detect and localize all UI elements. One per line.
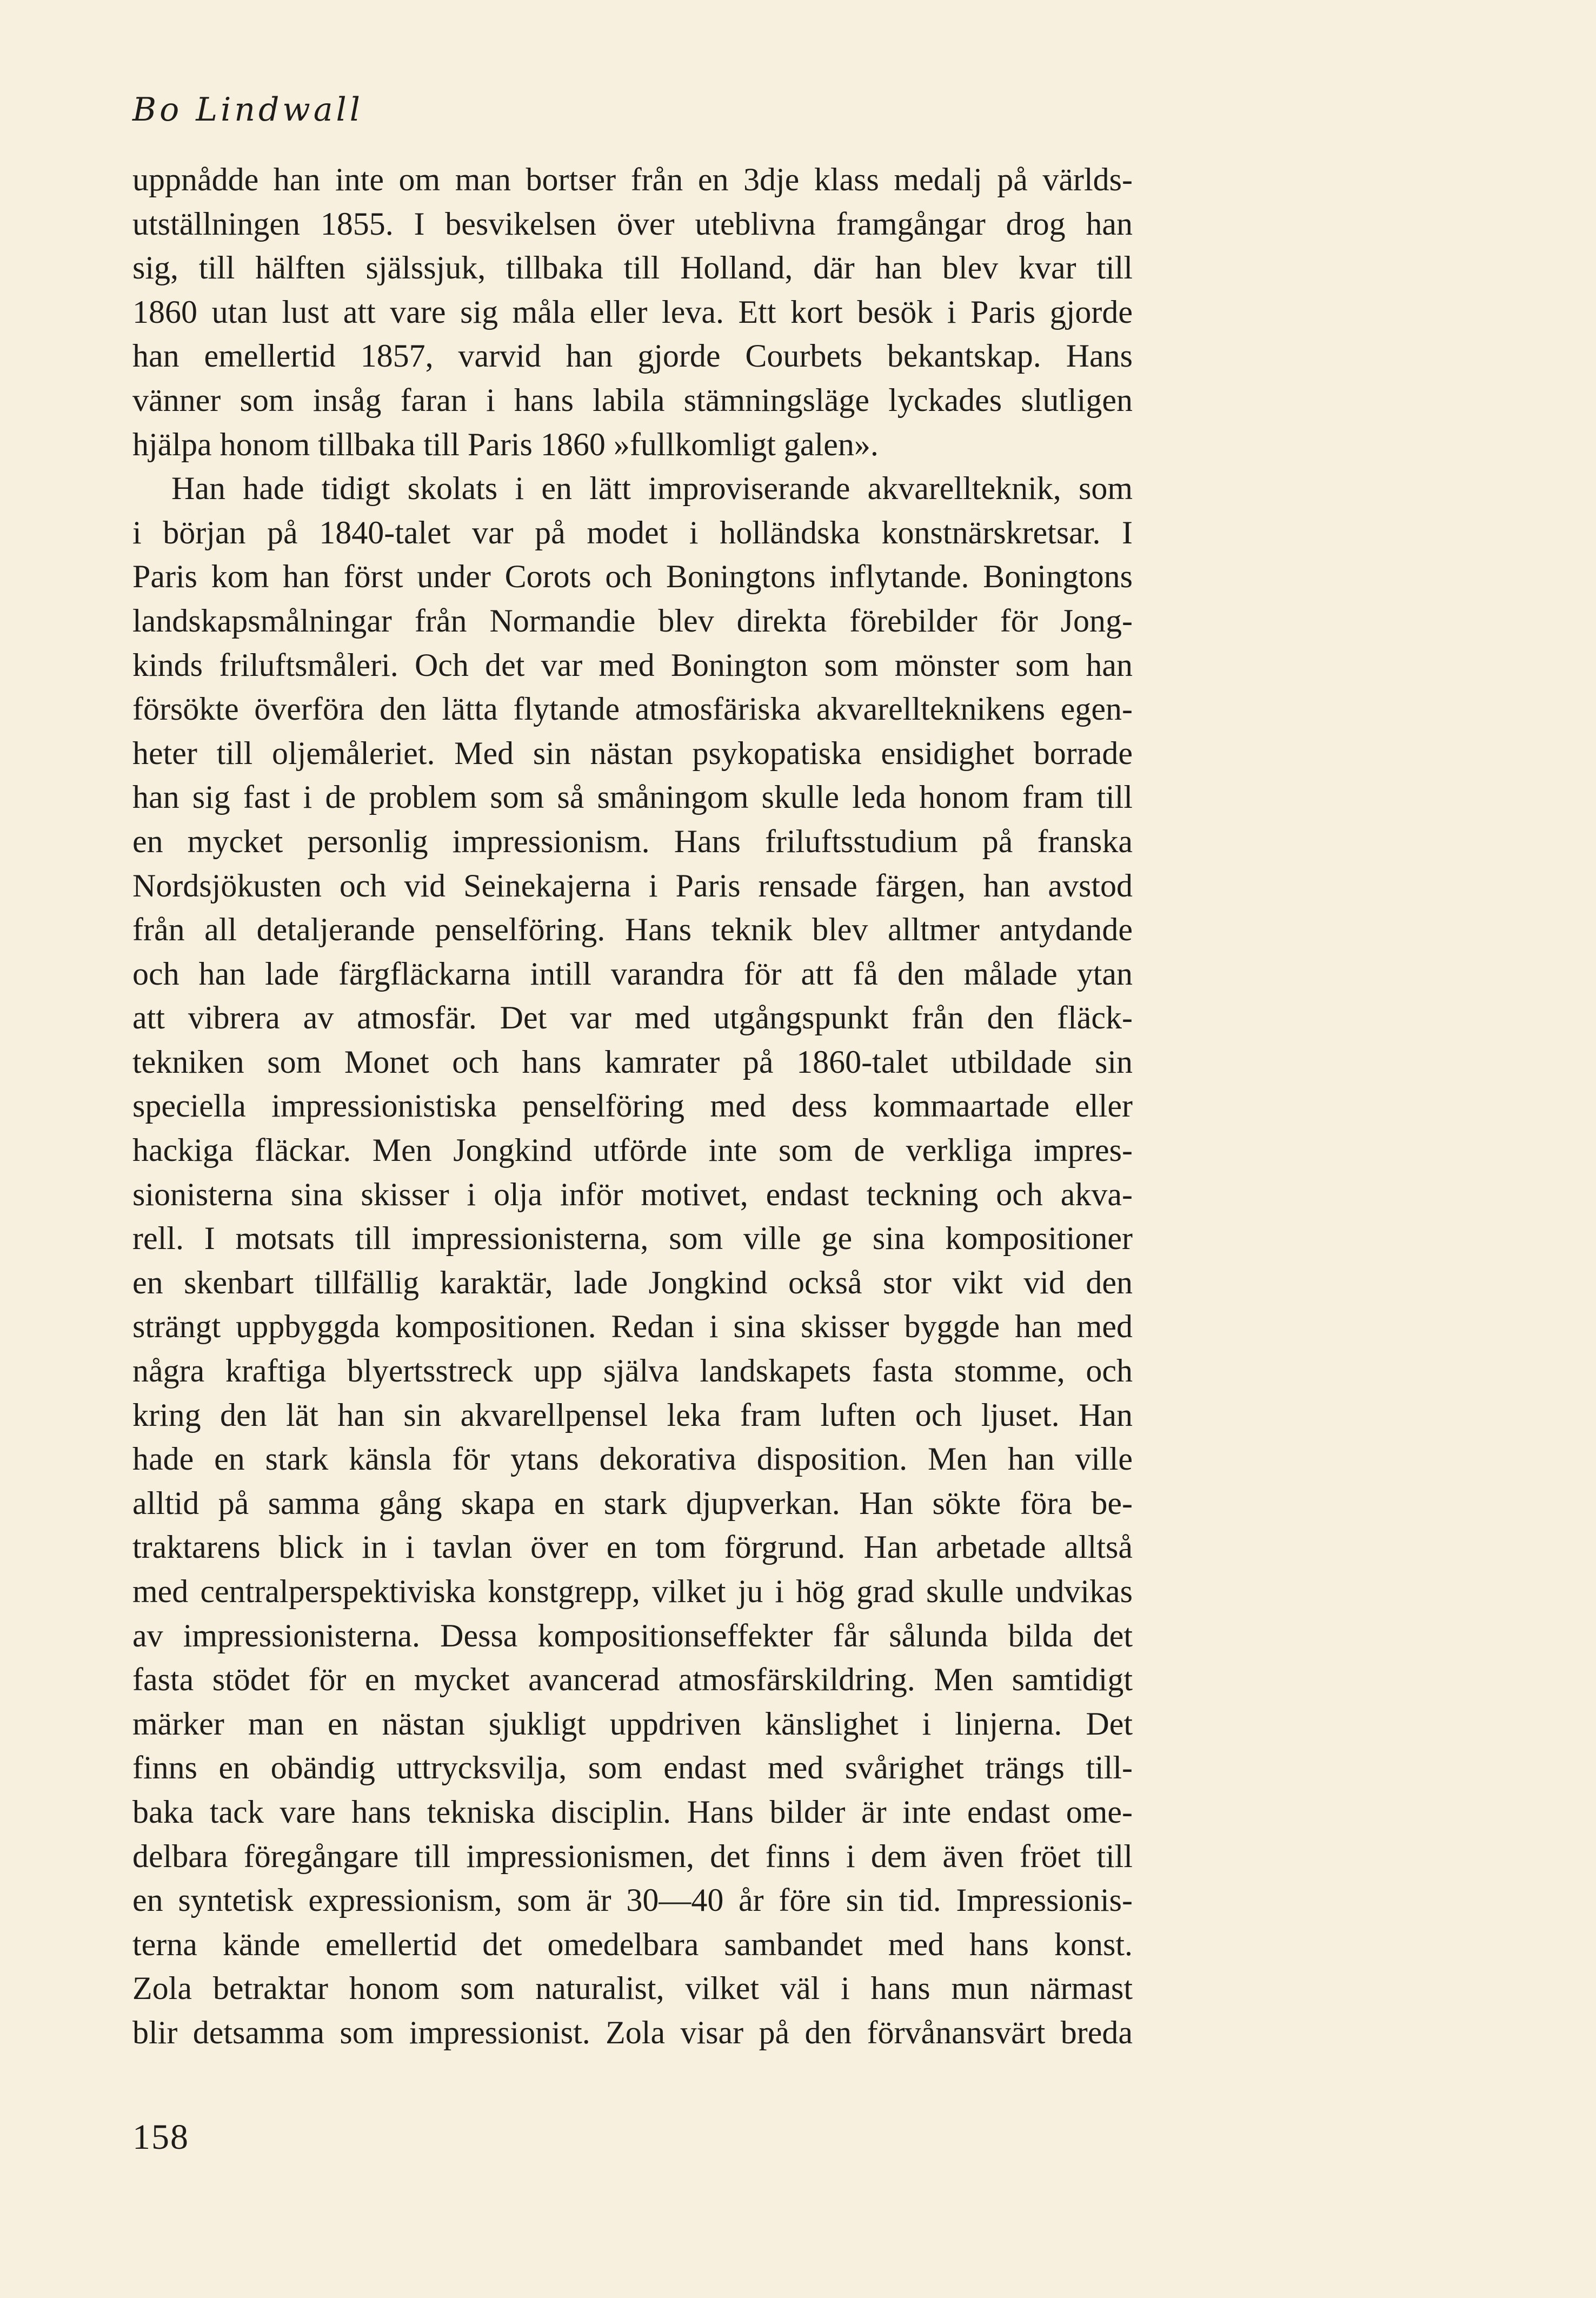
- text-line: sig, till hälften själssjuk, tillbaka till Holland, där han blev kvar till: [132, 250, 1133, 286]
- text-line: några kraftiga blyertsstreck upp själva landskapets fasta stomme, och: [132, 1353, 1133, 1389]
- text-line: en syntetisk expressionism, som är 30—40 år före sin tid. Impressionis-: [132, 1882, 1133, 1918]
- text-line: 1860 utan lust att vare sig måla eller leva. Ett kort besök i Paris gjorde: [132, 294, 1133, 330]
- text-line: försökte överföra den lätta flytande atmosfäriska akvarellteknikens egen-: [132, 691, 1133, 727]
- text-line: baka tack vare hans tekniska disciplin. Hans bilder är inte endast ome-: [132, 1794, 1133, 1830]
- text-line: traktarens blick in i tavlan över en tom förgrund. Han arbetade alltså: [132, 1529, 1133, 1565]
- body-text: [132, 158, 1133, 2055]
- text-line: märker man en nästan sjukligt uppdriven känslighet i linjerna. Det: [132, 1705, 1133, 1742]
- text-line: Nordsjökusten och vid Seinekajerna i Paris rensade färgen, han avstod: [132, 867, 1133, 904]
- text-line: vänner som insåg faran i hans labila stämningsläge lyckades slutligen: [132, 382, 1133, 418]
- text-line: kring den lät han sin akvarellpensel leka fram luften och ljuset. Han: [132, 1397, 1133, 1433]
- paragraph-1: [132, 158, 1133, 467]
- text-line: hade en stark känsla för ytans dekorativa disposition. Men han ville: [132, 1441, 1133, 1477]
- text-line: rell. I motsats till impressionisterna, som ville ge sina kompositioner: [132, 1220, 1133, 1257]
- text-line: finns en obändig uttrycksvilja, som endast med svårighet trängs till-: [132, 1750, 1133, 1786]
- text-line: och han lade färgfläckarna intill varandra för att få den målade ytan: [132, 955, 1133, 992]
- text-line: utställningen 1855. I besvikelsen över uteblivna framgångar drog han: [132, 205, 1133, 242]
- text-line: han sig fast i de problem som så småningom skulle leda honom fram till: [132, 779, 1133, 815]
- paragraph-2: [132, 467, 1133, 2055]
- text-line: från all detaljerande penselföring. Hans teknik blev alltmer antydande: [132, 912, 1133, 948]
- text-line: Zola betraktar honom som naturalist, vilket väl i hans mun närmast: [132, 1970, 1133, 2007]
- text-line: hjälpa honom tillbaka till Paris 1860 »fullkomligt galen».: [132, 426, 879, 462]
- text-line: en skenbart tillfällig karaktär, lade Jongkind också stor vikt vid den: [132, 1264, 1133, 1300]
- text-line: fasta stödet för en mycket avancerad atmosfärskildring. Men samtidigt: [132, 1662, 1133, 1698]
- text-line: delbara föregångare till impressionismen, det finns i dem även fröet till: [132, 1838, 1133, 1874]
- text-line: uppnådde han inte om man bortser från en 3dje klass medalj på världs-: [132, 162, 1133, 197]
- text-line: i början på 1840-talet var på modet i holländska konstnärskretsar. I: [132, 514, 1133, 550]
- text-line: kinds friluftsmåleri. Och det var med Bonington som mönster som han: [132, 647, 1133, 683]
- text-line: av impressionisterna. Dessa kompositionseffekter får sålunda bilda det: [132, 1617, 1133, 1653]
- text-line: alltid på samma gång skapa en stark djupverkan. Han sökte föra be-: [132, 1485, 1133, 1521]
- text-line: tekniken som Monet och hans kamrater på 1860-talet utbildade sin: [132, 1044, 1133, 1080]
- text-line: en mycket personlig impressionism. Hans friluftsstudium på franska: [132, 823, 1133, 859]
- text-line: terna kände emellertid det omedelbara sambandet med hans konst.: [132, 1926, 1133, 1962]
- text-line: Han hade tidigt skolats i en lätt improviserande akvarellteknik, som: [171, 470, 1133, 507]
- running-head-author: Bo Lindwall: [132, 91, 363, 129]
- text-line: han emellertid 1857, varvid han gjorde Courbets bekantskap. Hans: [132, 338, 1133, 374]
- text-line: landskapsmålningar från Normandie blev direkta förebilder för Jong-: [132, 602, 1133, 639]
- text-line: speciella impressionistiska penselföring med dess kommaartade eller: [132, 1088, 1133, 1124]
- page-number: 158: [132, 2117, 189, 2157]
- text-line: blir detsamma som impressionist. Zola visar på den förvånansvärt breda: [132, 2014, 1133, 2050]
- text-line: heter till oljemåleriet. Med sin nästan psykopatiska ensidighet borrade: [132, 735, 1133, 771]
- text-line: Paris kom han först under Corots och Boningtons inflytande. Boningtons: [132, 559, 1133, 595]
- text-line: sionisterna sina skisser i olja inför motivet, endast teckning och akva-: [132, 1176, 1133, 1212]
- text-line: hackiga fläckar. Men Jongkind utförde inte som de verkliga impres-: [132, 1132, 1133, 1168]
- text-line: strängt uppbyggda kompositionen. Redan i sina skisser byggde han med: [132, 1309, 1133, 1345]
- text-line: att vibrera av atmosfär. Det var med utgångspunkt från den fläck-: [132, 1000, 1133, 1036]
- text-line: med centralperspektiviska konstgrepp, vilket ju i hög grad skulle undvikas: [132, 1573, 1133, 1609]
